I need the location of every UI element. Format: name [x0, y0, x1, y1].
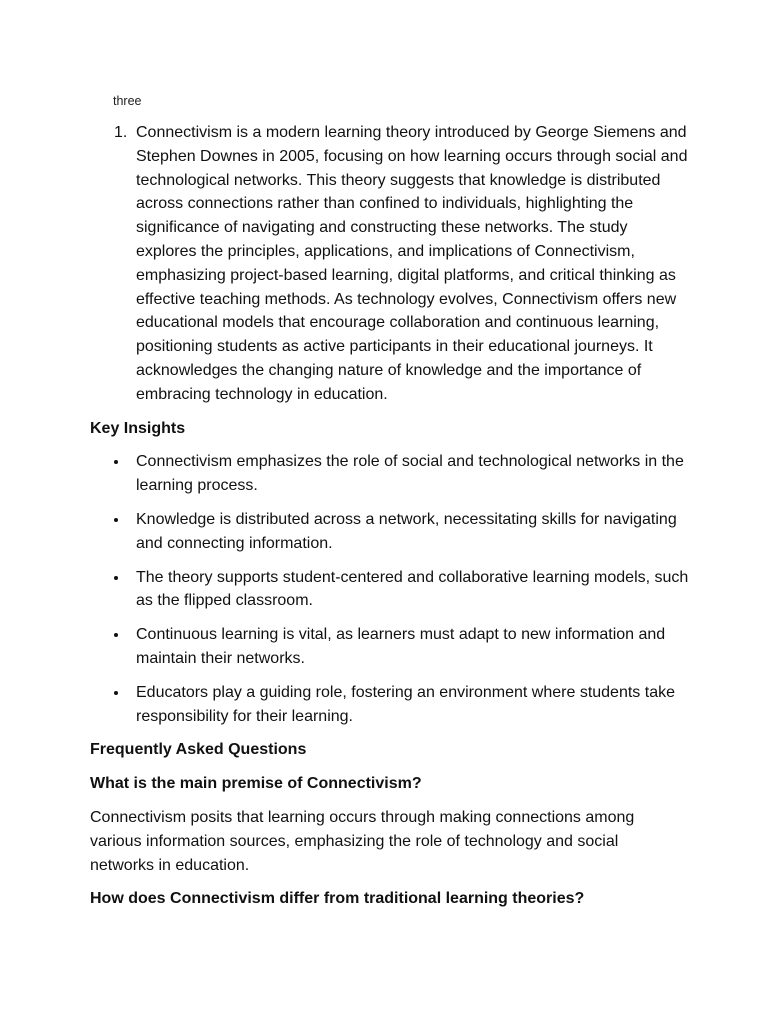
- numbered-item-summary: [90, 121, 690, 407]
- list-item: [90, 681, 690, 729]
- insight-text: Knowledge is distributed across a network, necessitating skills for navigating and connecting information.: [136, 510, 677, 552]
- key-insights-list: [90, 450, 690, 728]
- insight-text: Connectivism emphasizes the role of social and technological networks in the learning process.: [136, 453, 684, 495]
- page-header-label: three: [113, 94, 142, 108]
- list-item: [90, 566, 690, 614]
- faq-answer-1: Connectivism posits that learning occurs through making connections among various information sources, emphasizing the role of technology and social networks in education.: [90, 808, 635, 874]
- faq-question-1: What is the main premise of Connectivism?: [90, 775, 422, 793]
- bullet-icon: [90, 681, 136, 729]
- bullet-icon: [90, 450, 136, 498]
- document-content: [90, 121, 690, 911]
- bullet-icon: [90, 566, 136, 614]
- list-item: [90, 623, 690, 671]
- insight-text: Educators play a guiding role, fostering an environment where students take responsibility for their learning.: [136, 683, 675, 725]
- list-item: [90, 450, 690, 498]
- key-insights-heading: Key Insights: [90, 419, 186, 437]
- bullet-icon: [90, 623, 136, 671]
- insight-text: Continuous learning is vital, as learners must adapt to new information and maintain their networks.: [136, 626, 666, 667]
- faq-question-2: How does Connectivism differ from traditional learning theories?: [90, 890, 585, 908]
- list-item: [90, 508, 690, 556]
- insight-text: The theory supports student-centered and collaborative learning models, such as the flipped classroom.: [136, 568, 689, 610]
- list-number: 1.: [114, 124, 128, 141]
- bullet-icon: [90, 508, 136, 556]
- summary-paragraph: Connectivism is a modern learning theory introduced by George Siemens and Stephen Downes in 2005, focusing on how learning occurs through social and technological networks. This theory suggests that knowledge is distributed across connections rather than confined to individuals, highlighting the significance of navigating and constructing these networks. The study explores the principles, applications, and implications of Connectivism, emphasizing project-based learning, digital platforms, and critical thinking as effective teaching methods. As technology evolves, Connectivism offers new educational models that encourage collaboration and continuous learning, positioning students as active participants in their educational journeys. It acknowledges the changing nature of knowledge and the importance of embracing technology in education.: [136, 124, 688, 403]
- faq-heading: Frequently Asked Questions: [90, 741, 307, 759]
